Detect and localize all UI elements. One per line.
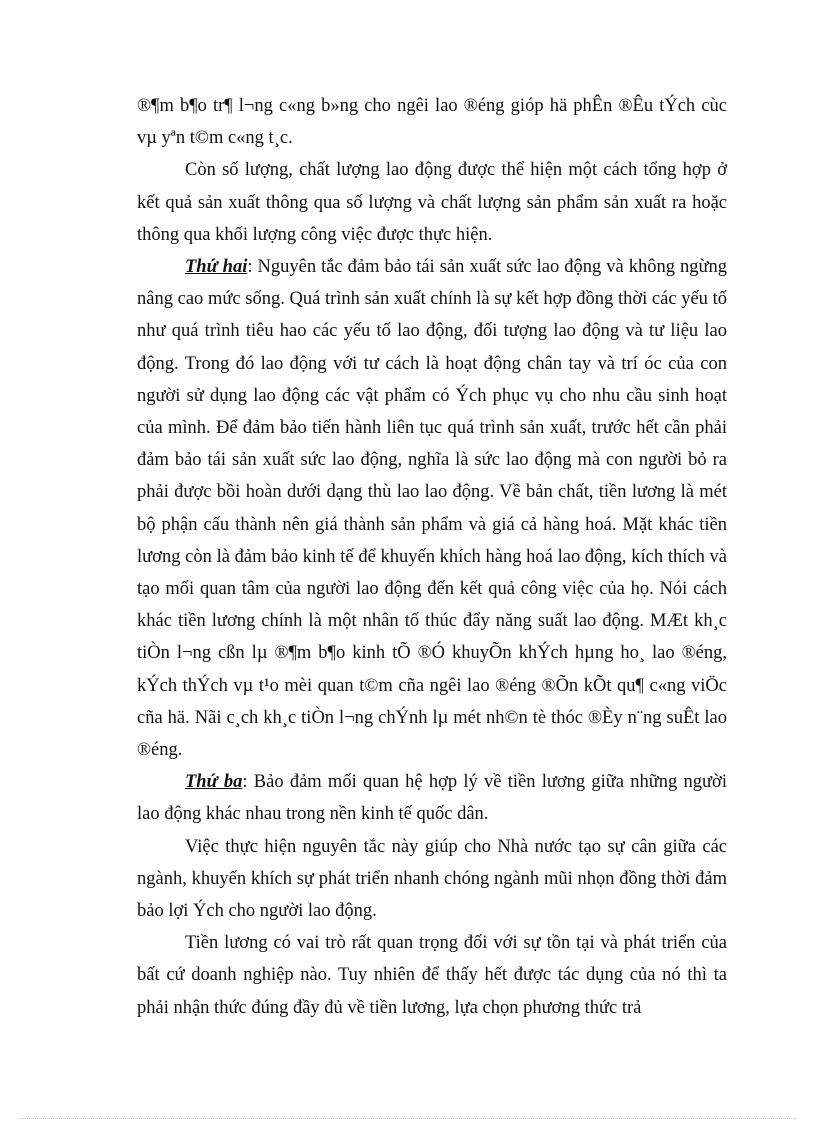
paragraph-4-text: : Bảo đảm mối quan hệ hợp lý về tiền lương giữa những người lao động khác nhau trong nền kinh tế quốc dân. [137, 772, 727, 825]
paragraph-3 [137, 251, 727, 766]
paragraph-3-text: : Nguyên tắc đảm bảo tái sản xuất sức lao động và không ngừng nâng cao mức sống. Quá trình sản xuất chính là sự kết hợp đồng thời các yếu tố như quá trình tiêu hao các yếu tố lao động, đối tượng lao động và tư liệu lao động. Trong đó lao động với tư cách là hoạt động chân tay và trí óc của con người sử dụng lao động các vật phẩm có Ých phục vụ cho nhu cầu sinh hoạt của mình. Để đảm bảo tiến hành liên tục quá trình sản xuất, trước hết cần phải đảm bảo tái sản xuất sức lao động, nghĩa là sức lao động mà con người bỏ ra phải được bồi hoàn dưới dạng thù lao lao động. Về bản chất, tiền lương là mét bộ phận cấu thành nên giá thành sản phẩm và giá cả hàng hoá. Mặt khác tiền lương còn là đảm bảo kinh tế để khuyến khích hàng hoá lao động, kích thích và tạo mối quan tâm của người lao động đến kết quả công việc của họ. Nói cách khác tiền lương chính là một nhân tố thúc đẩy năng suất lao động. MÆt kh¸c tiÒn l¬ng cßn lµ ®¶m b¶o kinh tÕ ®Ó khuyÕn khÝch hµng ho¸ lao ®éng, kÝch thÝch vµ t¹o mèi quan t©m cña ngêi lao ®éng ®Õn kÕt qu¶ c«ng viÖc cña hä. Nãi c¸ch kh¸c tiÒn l¬ng chÝnh lµ mét nh©n tè thóc ®Èy n¨ng suÊt lao ®éng. [137, 257, 727, 761]
paragraph-5 [137, 831, 727, 928]
paragraph-1-text: ®¶m b¶o tr¶ l¬ng c«ng b»ng cho ngêi lao ®éng gióp hä phÊn ®Êu tÝch cùc vµ yªn t©m c«ng t¸c. [137, 96, 727, 149]
paragraph-2-text: Còn số lượng, chất lượng lao động được thể hiện một cách tổng hợp ở kết quả sản xuất thông qua số lượng và chất lượng sản phẩm sản xuất ra hoặc thông qua khối lượng công việc được thực hiện. [137, 160, 727, 245]
page-bottom-rule [20, 1118, 796, 1119]
paragraph-5-text: Việc thực hiện nguyên tắc này giúp cho Nhà nước tạo sự cân giữa các ngành, khuyến khích sự phát triển nhanh chóng ngành mũi nhọn đồng thời đảm bảo lợi Ých cho người lao động. [137, 836, 727, 922]
paragraph-6-text: Tiền lương có vai trò rất quan trọng đối với sự tồn tại và phát triển của bất cứ doanh nghiệp nào. Tuy nhiên để thấy hết được tác dụng của nó thì ta phải nhận thức đúng đầy đủ về tiền lương, lựa chọn phương thức trả [137, 933, 727, 1018]
paragraph-1 [137, 90, 727, 154]
paragraph-6 [137, 927, 727, 1024]
body-text [137, 90, 727, 1024]
paragraph-4-lead: Thứ ba [185, 772, 243, 793]
paragraph-3-lead: Thứ hai [185, 257, 248, 278]
paragraph-2 [137, 154, 727, 251]
paragraph-4 [137, 766, 727, 830]
